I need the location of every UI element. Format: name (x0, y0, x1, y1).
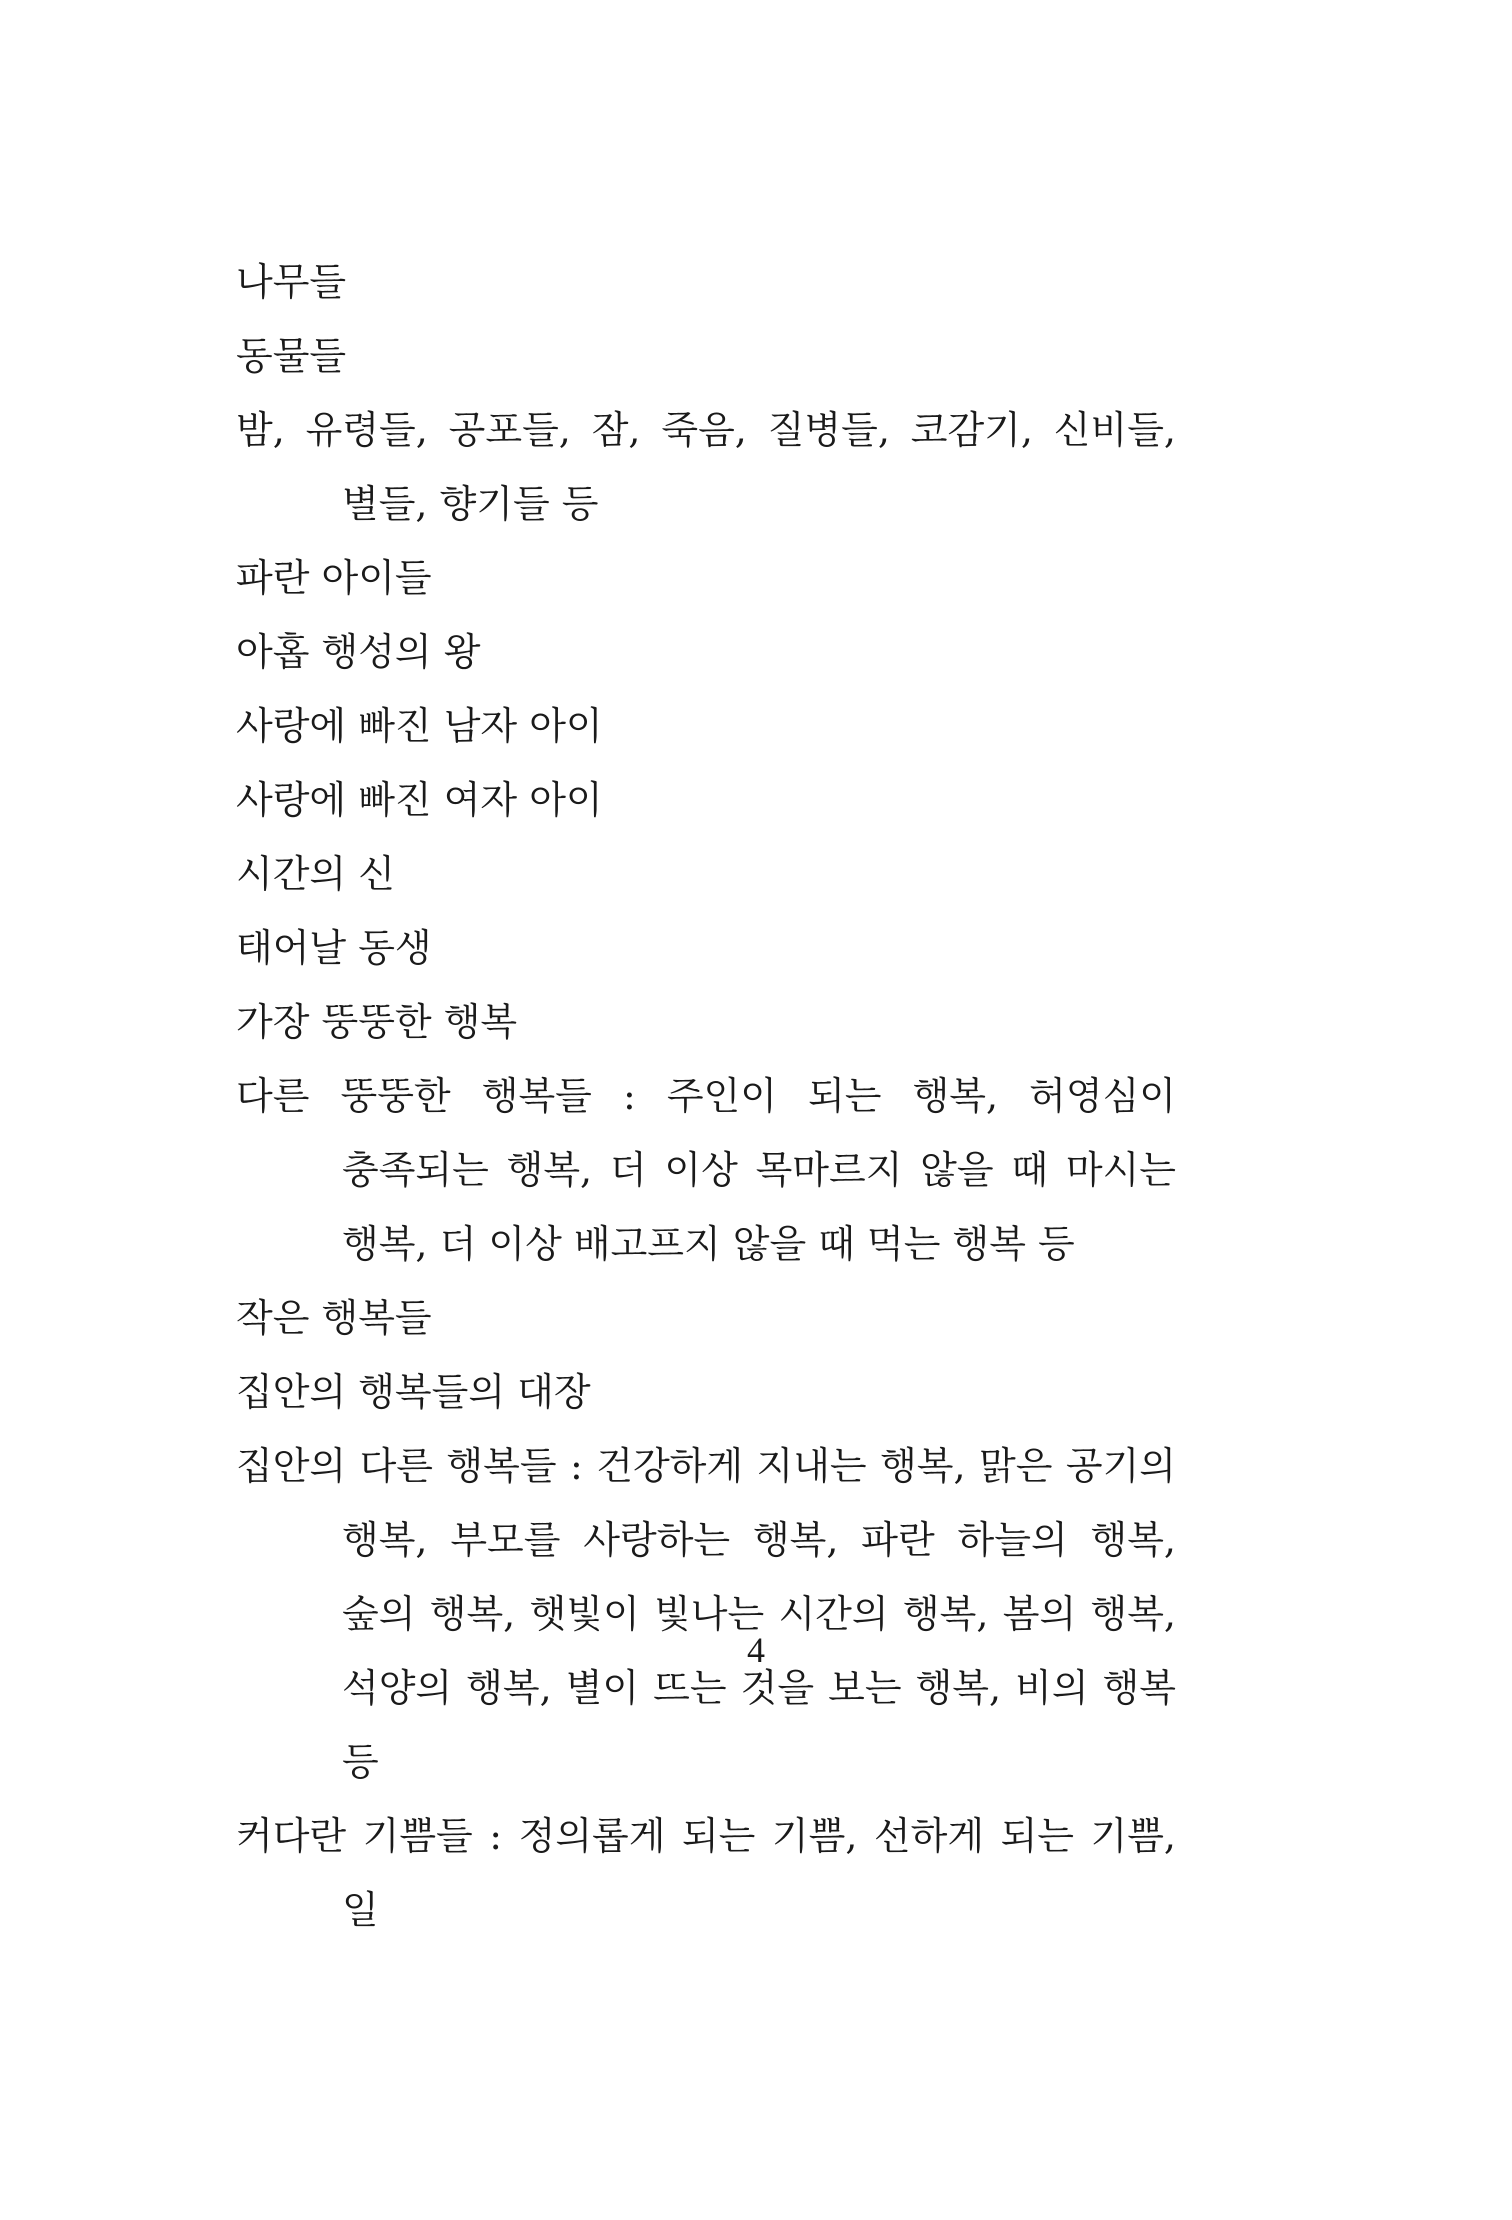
list-item: 밤, 유령들, 공포들, 잠, 죽음, 질병들, 코감기, 신비들, 별들, 향기들 등 (236, 408, 1176, 526)
list-item: 동물들 (236, 334, 347, 378)
character-list (236, 245, 1176, 1947)
list-item: 가장 뚱뚱한 행복 (236, 1000, 518, 1044)
list-item: 나무들 (236, 260, 347, 304)
list-item: 파란 아이들 (236, 556, 432, 600)
list-item: 커다란 기쁨들 : 정의롭게 되는 기쁨, 선하게 되는 기쁨, 일 (236, 1814, 1176, 1932)
page-number: 4 (747, 1630, 765, 1670)
list-item: 다른 뚱뚱한 행복들 : 주인이 되는 행복, 허영심이 충족되는 행복, 더 이상 목마르지 않을 때 마시는 행복, 더 이상 배고프지 않을 때 먹는 행복 등 (236, 1074, 1176, 1266)
list-item: 작은 행복들 (236, 1296, 432, 1340)
list-item: 사랑에 빠진 여자 아이 (236, 778, 603, 822)
list-item: 시간의 신 (236, 852, 395, 896)
list-item: 사랑에 빠진 남자 아이 (236, 704, 603, 748)
list-item: 집안의 행복들의 대장 (236, 1370, 591, 1414)
list-item: 태어날 동생 (236, 926, 432, 970)
list-item: 아홉 행성의 왕 (236, 630, 481, 674)
list-item: 집안의 다른 행복들 : 건강하게 지내는 행복, 맑은 공기의 행복, 부모를 사랑하는 행복, 파란 하늘의 행복, 숲의 행복, 햇빛이 빛나는 시간의 행복, 봄의 행복, 석양의 행복, 별이 뜨는 것을 보는 행복, 비의 행복 등 (236, 1444, 1176, 1784)
